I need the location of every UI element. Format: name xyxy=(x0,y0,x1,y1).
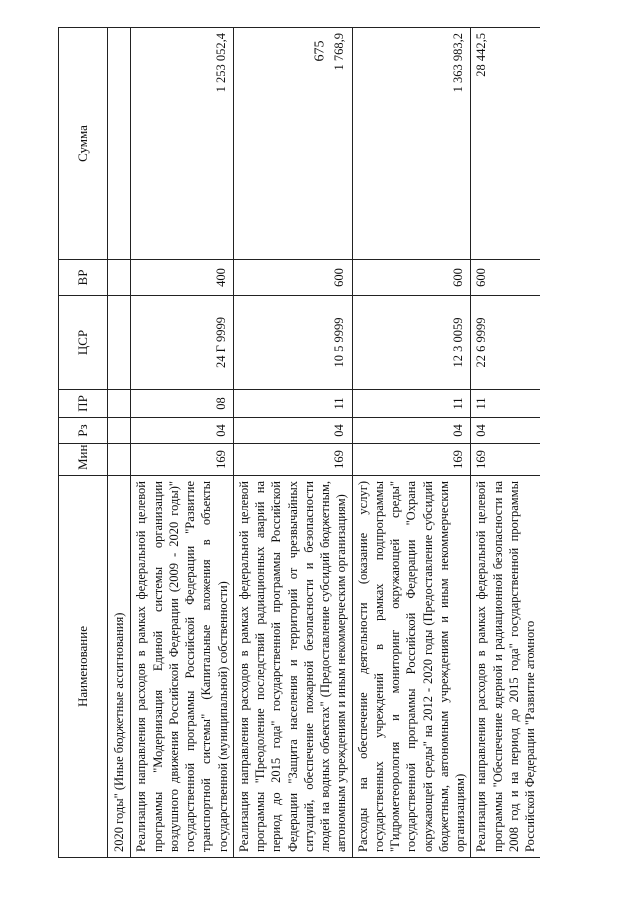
row-vr: 600 xyxy=(352,260,471,296)
rotated-page-content xyxy=(58,28,584,858)
row-csr: 24 Г 9999 xyxy=(131,296,234,390)
row-vr: 600 xyxy=(233,260,352,296)
row-pr: 08 xyxy=(131,390,234,418)
row-vr: 600 xyxy=(471,260,541,296)
row-min: 169 xyxy=(471,444,541,476)
header-sum: Сумма xyxy=(59,28,108,260)
section-title: 2020 годы" (Иные бюджетные ассигнования) xyxy=(108,476,131,858)
row-sum: 28 442,5 xyxy=(471,28,541,260)
table-row xyxy=(352,28,471,858)
row-pr: 11 xyxy=(233,390,352,418)
row-rz: 04 xyxy=(352,418,471,444)
row-name: Реализация направления расходов в рамках федеральной целевой программы "Преодоление последствий радиационных аварий на период до 2015 года" государственной программы Российской Федерации "Защита населения и территорий от чрезвычайных ситуаций, обеспечение пожарной безопасности и безопасности людей на водных объектах" (Предоставление субсидий бюджетным, автономным учреждениям и иным некоммерческим организациям) xyxy=(233,476,352,858)
header-vr: ВР xyxy=(59,260,108,296)
table-header-row xyxy=(59,28,108,858)
page-number: 675 xyxy=(312,40,327,62)
row-rz: 04 xyxy=(471,418,541,444)
row-name: Расходы на обеспечение деятельности (оказание услуг) государственных учреждений в рамках подпрограммы "Гидрометеорология и мониторинг окружающей среды" государственной программы Российской Федерации "Охрана окружающей среды" на 2012 - 2020 годы (Предоставление субсидий бюджетным, автономным учреждениям и иным некоммерческим организациям) xyxy=(352,476,471,858)
budget-table xyxy=(58,27,540,858)
row-name: Реализация направления расходов в рамках федеральной целевой программы "Обеспечение ядерной и радиационной безопасности на 2008 год и на период до 2015 года" государственной программы Российской Федерации "Развитие атомного xyxy=(471,476,541,858)
row-sum: 1 768,9 xyxy=(233,28,352,260)
row-rz: 04 xyxy=(233,418,352,444)
row-pr: 11 xyxy=(352,390,471,418)
row-min: 169 xyxy=(233,444,352,476)
row-csr: 22 6 9999 xyxy=(471,296,541,390)
table-row xyxy=(233,28,352,858)
row-csr: 10 5 9999 xyxy=(233,296,352,390)
row-vr: 400 xyxy=(131,260,234,296)
header-rz: Рз xyxy=(59,418,108,444)
table-row xyxy=(471,28,541,858)
header-csr: ЦСР xyxy=(59,296,108,390)
row-rz: 04 xyxy=(131,418,234,444)
row-pr: 11 xyxy=(471,390,541,418)
row-name: Реализация направления расходов в рамках федеральной целевой программы "Модернизация Единой системы организации воздушного движения Российской Федерации (2009 - 2020 годы)" государственной программы Российской Федерации "Развитие транспортной системы" (Капитальные вложения в объекты государственной (муниципальной) собственности) xyxy=(131,476,234,858)
row-min: 169 xyxy=(352,444,471,476)
row-min: 169 xyxy=(131,444,234,476)
section-row xyxy=(108,28,131,858)
row-sum: 1 363 983,2 xyxy=(352,28,471,260)
header-min: Мин xyxy=(59,444,108,476)
row-csr: 12 3 0059 xyxy=(352,296,471,390)
header-name: Наименование xyxy=(59,476,108,858)
row-sum: 1 253 052,4 xyxy=(131,28,234,260)
header-pr: ПР xyxy=(59,390,108,418)
table-row xyxy=(131,28,234,858)
